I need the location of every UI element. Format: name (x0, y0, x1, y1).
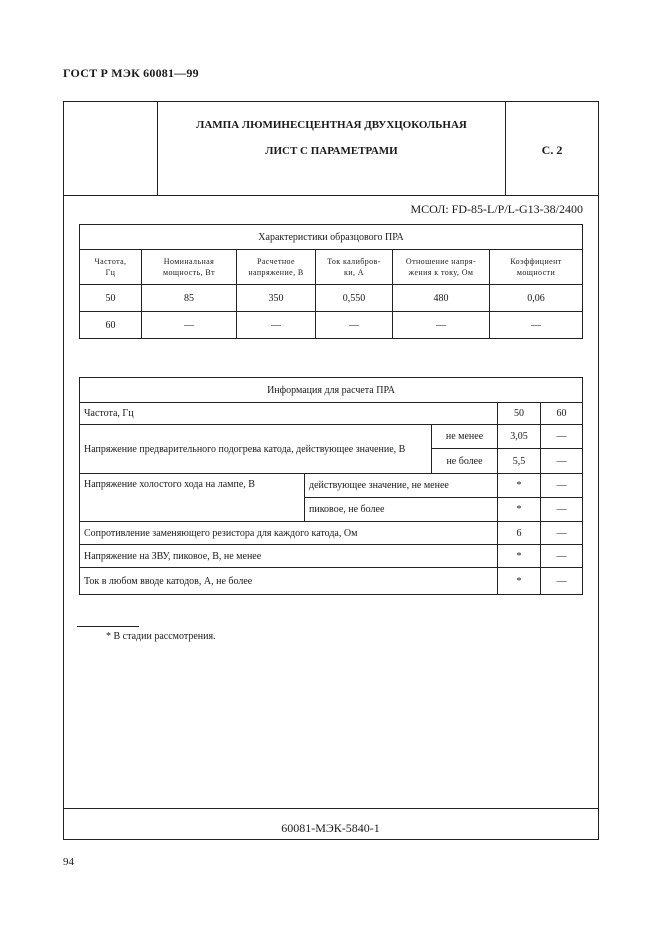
title-line-1: ЛАМПА ЛЮМИНЕСЦЕНТНАЯ ДВУХЦОКОЛЬНАЯ (196, 119, 467, 131)
table-row (80, 403, 583, 425)
column-header: Номинальная мощность, Вт (142, 250, 237, 285)
cathode-current-60: — (541, 568, 583, 595)
column-header: Коэффициент мощности (490, 250, 583, 285)
preheat-max-label: не более (432, 449, 498, 474)
cathode-current-label: Ток в любом вводе катодов, А, не более (80, 568, 498, 595)
column-header: Ток калибров- ки, А (316, 250, 393, 285)
column-header: Расчетное напряжение, В (237, 250, 316, 285)
ballast-calculation-table (79, 377, 583, 595)
table-row (80, 474, 583, 498)
footnote: * В стадии рассмотрения. (106, 631, 216, 642)
ocv-peak-60: — (541, 498, 583, 522)
table-cell: 480 (393, 285, 490, 312)
table-cell: — (316, 312, 393, 339)
cathode-current-50: * (498, 568, 541, 595)
preheat-voltage-label: Напряжение предварительного подогрева катода, действующее значение, В (80, 425, 432, 474)
frequency-60: 60 (541, 403, 583, 425)
page-number: 94 (63, 856, 74, 868)
resistor-50: 6 (498, 522, 541, 545)
table-cell: — (490, 312, 583, 339)
sheet-footer-border (64, 808, 598, 809)
table-cell: 85 (142, 285, 237, 312)
sheet-number: 60081-МЭК-5840-1 (281, 821, 380, 835)
table-cell: 0,550 (316, 285, 393, 312)
open-circuit-voltage-label: Напряжение холостого хода на лампе, В (80, 474, 305, 522)
footnote-divider (77, 626, 139, 627)
page-label: С. 2 (541, 143, 563, 157)
table-row (80, 285, 583, 312)
table-cell: 0,06 (490, 285, 583, 312)
starter-voltage-50: * (498, 545, 541, 568)
column-header: Частота, Гц (80, 250, 142, 285)
table-row (80, 522, 583, 545)
preheat-max-50: 5,5 (498, 449, 541, 474)
table-header-row (80, 250, 583, 285)
table-row (80, 545, 583, 568)
ocv-peak-label: пиковое, не более (305, 498, 498, 522)
frequency-label: Частота, Гц (80, 403, 498, 425)
table-cell: 60 (80, 312, 142, 339)
table-cell: — (237, 312, 316, 339)
resistor-60: — (541, 522, 583, 545)
title-block-bottom-border (64, 195, 598, 196)
reference-ballast-caption: Характеристики образцового ПРА (80, 225, 583, 250)
table-cell: 350 (237, 285, 316, 312)
ocv-rms-label: действующее значение, не менее (305, 474, 498, 498)
table-cell: 50 (80, 285, 142, 312)
reference-ballast-table (79, 224, 583, 339)
resistor-label: Сопротивление заменяющего резистора для каждого катода, Ом (80, 522, 498, 545)
model-code: МСОЛ: FD-85-L/P/L-G13-38/2400 (410, 202, 583, 216)
table-row (80, 312, 583, 339)
starter-voltage-60: — (541, 545, 583, 568)
preheat-min-label: не менее (432, 425, 498, 449)
table-cell: — (142, 312, 237, 339)
ocv-rms-60: — (541, 474, 583, 498)
frequency-50: 50 (498, 403, 541, 425)
ocv-peak-50: * (498, 498, 541, 522)
title-line-2: ЛИСТ С ПАРАМЕТРАМИ (265, 145, 398, 157)
preheat-max-60: — (541, 449, 583, 474)
table-row (80, 568, 583, 595)
table-row (80, 425, 583, 449)
preheat-min-50: 3,05 (498, 425, 541, 449)
preheat-min-60: — (541, 425, 583, 449)
ocv-rms-50: * (498, 474, 541, 498)
table-cell: — (393, 312, 490, 339)
document-header: ГОСТ Р МЭК 60081—99 (63, 66, 199, 80)
column-header: Отношение напря- жения к току, Ом (393, 250, 490, 285)
starter-voltage-label: Напряжение на ЗВУ, пиковое, В, не менее (80, 545, 498, 568)
calc-table-caption: Информация для расчета ПРА (80, 378, 583, 403)
